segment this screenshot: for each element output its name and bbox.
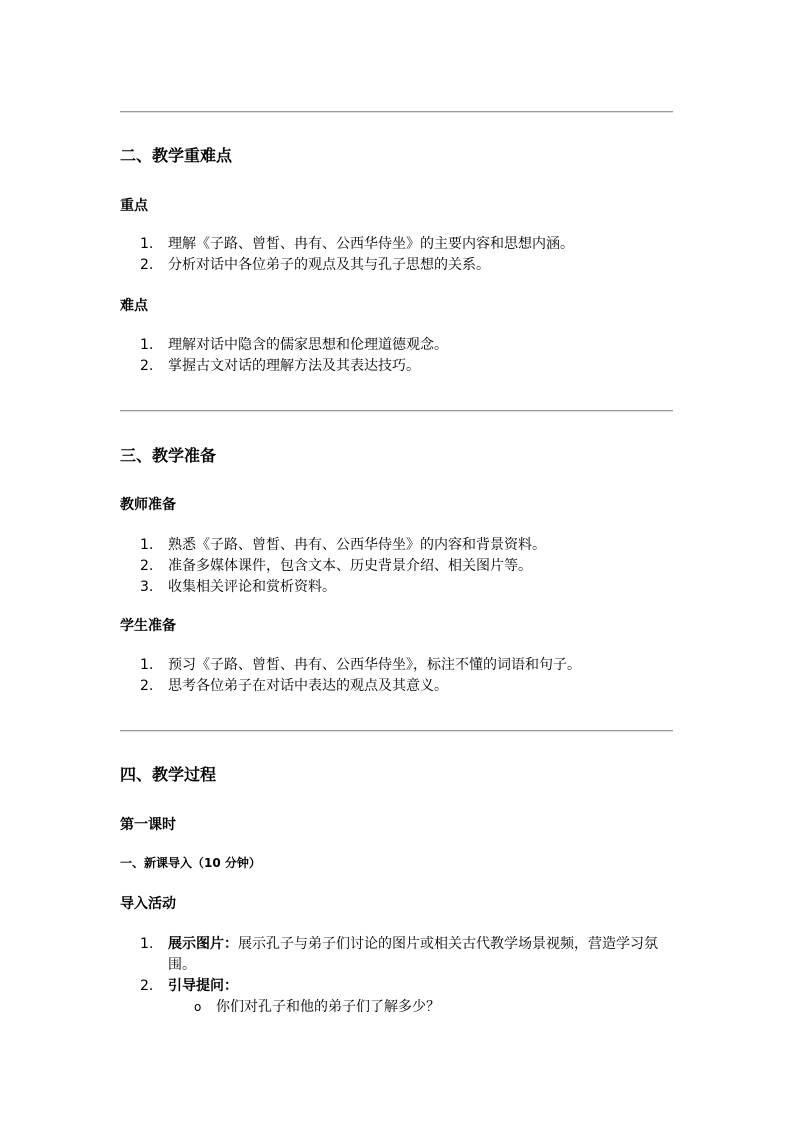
list-item [120, 556, 680, 577]
list-number: 2. [140, 558, 154, 574]
subheading-focus: 重点 [120, 198, 148, 214]
section-divider [120, 730, 673, 732]
section-heading-process: 四、教学过程 [120, 765, 217, 784]
subheading-intro-activity: 导入活动 [120, 896, 176, 912]
intro-activity-list [120, 934, 680, 1018]
list-number: 1. [140, 236, 154, 252]
list-item-text: 准备多媒体课件，包含文本、历史背景介绍、相关图片等。 [168, 558, 532, 574]
list-item [120, 655, 680, 676]
list-item-text: 收集相关评论和赏析资料。 [168, 579, 336, 595]
list-item-text: 展示孔子与弟子们讨论的图片或相关古代教学场景视频，营造学习氛围。 [168, 936, 658, 973]
list-item [120, 934, 680, 976]
section-divider [120, 111, 673, 113]
list-item-text: 理解对话中隐含的儒家思想和伦理道德观念。 [168, 337, 448, 353]
list-number: 1. [140, 337, 154, 353]
list-item [120, 356, 680, 377]
teacher-prep-list [120, 535, 680, 598]
list-item-text: 熟悉《子路、曾皙、冉有、公西华侍坐》的内容和背景资料。 [168, 537, 546, 553]
list-number: 2. [140, 678, 154, 694]
difficulty-list [120, 335, 680, 377]
list-item [120, 976, 680, 997]
list-number: 1. [140, 936, 154, 952]
student-prep-list [120, 655, 680, 697]
list-number: 2. [140, 257, 154, 273]
subheading-first-lesson: 第一课时 [120, 817, 176, 833]
list-item-text: 预习《子路、曾皙、冉有、公西华侍坐》，标注不懂的词语和句子。 [168, 657, 581, 673]
circle-bullet-icon: o [194, 1000, 202, 1014]
subheading-intro-part: 一、新课导入（10 分钟） [120, 856, 261, 870]
subheading-teacher-prep: 教师准备 [120, 497, 176, 513]
section-divider [120, 410, 673, 412]
subheading-difficulty: 难点 [120, 298, 148, 314]
list-item [120, 577, 680, 598]
list-number: 1. [140, 537, 154, 553]
list-item-text: 理解《子路、曾皙、冉有、公西华侍坐》的主要内容和思想内涵。 [168, 236, 574, 252]
sub-list-item-text: 你们对孔子和他的弟子们了解多少？ [216, 999, 440, 1015]
subheading-student-prep: 学生准备 [120, 618, 176, 634]
list-number: 2. [140, 978, 154, 994]
list-item-text: 掌握古文对话的理解方法及其表达技巧。 [168, 358, 420, 374]
list-number: 3. [140, 579, 154, 595]
list-number: 2. [140, 358, 154, 374]
list-item [120, 535, 680, 556]
list-item [120, 335, 680, 356]
list-item-label: 展示图片： [168, 936, 238, 952]
list-item-text: 分析对话中各位弟子的观点及其与孔子思想的关系。 [168, 257, 490, 273]
list-item-label: 引导提问： [168, 978, 238, 994]
list-item [120, 234, 680, 255]
section-heading-preparation: 三、教学准备 [120, 446, 217, 465]
list-item [120, 255, 680, 276]
list-number: 1. [140, 657, 154, 673]
section-heading-key-points: 二、教学重难点 [120, 146, 233, 165]
list-item-text: 思考各位弟子在对话中表达的观点及其意义。 [168, 678, 448, 694]
sub-list-item [120, 997, 680, 1018]
focus-list [120, 234, 680, 276]
list-item [120, 676, 680, 697]
